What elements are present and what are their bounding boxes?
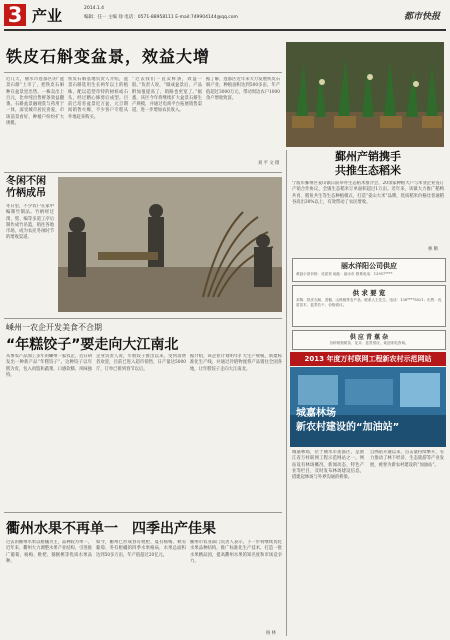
ad-seedlings [292, 330, 446, 350]
ad-title: 丽水洋阳公司供应 [341, 262, 397, 270]
fruit-author: 杨 林 [266, 631, 276, 636]
bamboo-photo [58, 177, 282, 312]
divider [4, 172, 282, 173]
feature-photo-label: 城嘉林场 [296, 408, 336, 419]
ad-title: 供 应 青 蕉 杂 [349, 334, 389, 341]
lead-col-4: 据了解，莲都区近年来大力发展铁皮石斛产业，种植面积达到500多亩，年产值超过3000万元，带动周边农户1000余户增收致富。 [206, 77, 280, 101]
issue-date: 2014.1.4 [84, 6, 105, 11]
sidebar-author: 林 顺 [428, 247, 438, 252]
feature-photo-title: 新农村建设的“加油站” [296, 422, 400, 433]
fruit-headline: 衢州水果不再单一 四季出产佳果 [6, 521, 216, 537]
feature-col-1: 城嘉林场，位于丽水市莲都区，是浙江省万村联网工程示范网站之一。网站设有林场概况、新闻动态、特色产业等栏目，及时发布林场建设信息，搭建起林场与外界沟通的桥梁。 [292, 450, 364, 481]
ad-body: 各种规格树苗、花卉、盆景供应，欢迎来电咨询。 [329, 341, 409, 345]
niangao-col-1: 从事农产品加工多年的嵊州一家农企，近日研发出一种新产品“年糕饺子”。这种饺子以年糕为皮，包入肉馅和蔬菜，口感软糯、风味独特。 [6, 354, 92, 378]
fruit-col-3: 衢州市农业部门负责人表示，下一步将继续优化水果品种结构，推广标准化生产技术，打造一批水果精品园，提高衢州水果的知名度和市场竞争力。 [190, 540, 282, 564]
niangao-col-3: 据介绍，该企业计划明年扩大生产规模，新建标准化生产线，并通过冷链物流将产品销往全国各地，让年糕饺子走向大江南北。 [190, 354, 282, 372]
divider [4, 318, 282, 319]
sidebar-headline: 鄞州产销携手 共推生态稻米 [335, 150, 401, 177]
ad-body: 黄菇小苗价格：优质松 地址：丽水市 联系电话：13957**** [296, 272, 393, 276]
editor-line: 编辑：任一 主编 徐 电话：0571-88958111 E-mail:749904144@qq.com [84, 15, 238, 20]
feature-col-2: 自网站开通以来，点击量持续攀升，有力推动了林下经济、生态旅游等产业发展，被誉为新农村建设的“加油站”。 [370, 450, 444, 468]
ad-title: 供 求 要 览 [352, 289, 386, 297]
lead-col-2: 铁皮石斛基地负责人介绍，盆景石斛选用生长两年以上的植株，配以造型奇特的树桩或石头，经过精心修剪后成型。目前已培育盆景近万盆，元旦期间销售火爆，不少客户专程从外地赶来购买。 [68, 77, 128, 120]
divider [4, 512, 282, 513]
sidebar-body: 宁波市鄞州区姜山镇日前举办生态稻米推介会，20余家种粮大户与米业企业签订产销合作协议，全镇生态稻米订单面积超过1万亩。近年来，该镇大力推广稻鸭共育、稻鱼共生等生态种植模式，打造“姜山大米”品牌，优质稻米价格比普通稻谷高出30%以上，有效带动了农民增收。 [292, 181, 444, 205]
lead-author: 刘 平 文 摄 [258, 161, 280, 166]
lead-col-3: “过去我们一直卖鲜条，效益一般。”负责人说，“做成盆景后，产品附加值提高了，销路也更宽了。”据悉，该区今年将继续扩大盆景石斛生产规模，并通过电商平台拓展销售渠道，进一步增加农民收入。 [132, 77, 202, 114]
fruit-col-1: 过去的衢州水果以柑橘为主，品种较为单一。近年来，衢州大力调整水果产业结构，引进推广葡萄、杨梅、枇杷、猕猴桃等优质水果品种。 [6, 540, 92, 564]
feature-banner: 2013 年度万村联网工程新农村示范网站 [290, 352, 446, 366]
section-title: 产业 [32, 7, 63, 25]
bamboo-body: 冬日里，不少农户在家中编制竹制品。竹柄经过削、劈、编等多道工序后制作成竹吊篮，销往各地市场，成为农民冬闲时节的增收渠道。 [6, 204, 54, 241]
divider [4, 72, 282, 73]
niangao-kicker: 嵊州一农企开发美食不合期 [6, 323, 102, 332]
bamboo-headline: 冬闲不闲 竹柄成吊 [6, 176, 46, 199]
lead-col-1: 近几天，丽水市莲都区的“盆景石斛”上市了，把铁皮石斛种在盆景里出售，一株卖出上百元，比单纯出售鲜条效益翻番。石斛盆景融观赏与药用于一体，深受城市居民喜爱，市场前景看好，种植户纷纷扩大规模。 [6, 77, 64, 127]
fruit-col-2: 如今，衢州已形成春有枇杷、夏有杨梅、秋有葡萄、冬有柑橘的四季水果格局，水果总面积达到50多万亩，年产值超过20亿元。 [96, 540, 186, 558]
niangao-headline: “年糕饺子”要走向大江南北 [6, 337, 179, 353]
orchid-pots-photo [286, 42, 444, 147]
page-number: 3 [4, 4, 26, 26]
column-separator [286, 150, 287, 636]
ad-lishui [292, 258, 446, 282]
lead-headline: 铁皮石斛变盆景，效益大增 [6, 47, 211, 66]
ad-supply-demand [292, 285, 446, 327]
niangao-col-2: 企业负责人说，年糕饺子推出以来，受到消费者欢迎，目前已进入超市销售，日产量达5000斤，订单已排到春节以后。 [96, 354, 186, 372]
header-rule [4, 29, 446, 31]
ad-body: 求购：铁皮石斛、香榧、山核桃等农产品，联系人王先生，电话：138****5821；出售：优质苗木、盆景若干，价格面议。 [296, 298, 442, 307]
masthead-logo: 都市快报 [403, 12, 440, 22]
